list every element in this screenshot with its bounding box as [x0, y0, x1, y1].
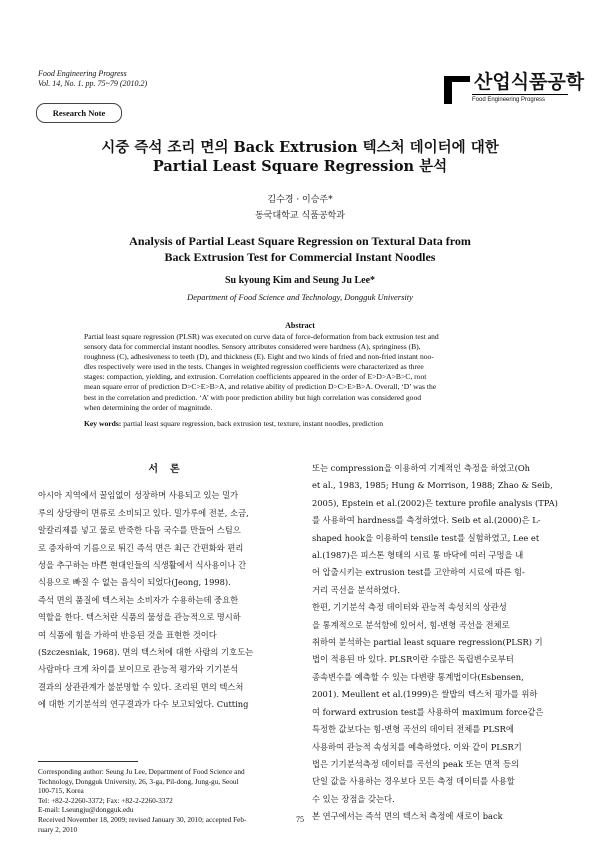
- body-text-line: 한편, 기기분석 측정 데이터와 관능적 속성치의 상관성: [312, 602, 507, 613]
- english-title-line-2: Back Extrusion Test for Commercial Instant Noodles: [164, 250, 436, 264]
- body-text-line: 거리 곡선을 분석하였다.: [312, 584, 401, 595]
- body-text-line: 법이 적용된 바 있다. PLSR이란 수많은 독립변수로부터: [312, 654, 514, 665]
- section-title: 서론: [148, 464, 192, 475]
- abstract-line: sensory data for commercial instant noodles. Sensory attributes considered were hardness (A), springiness (B),: [84, 342, 421, 352]
- logo-english-text: Food Engineering Progress: [472, 97, 546, 103]
- korean-title-line-2: Partial Least Square Regression 분석: [152, 158, 448, 175]
- body-text-line: 결과의 상관관계가 불분명할 수 있다. 조리된 면의 텍스처: [38, 681, 244, 692]
- body-text-line: 또는 compression을 이용하여 기계적인 측정을 하였고(Oh: [312, 463, 531, 473]
- english-title-line-1: Analysis of Partial Least Square Regression on Textural Data from: [129, 234, 471, 248]
- body-text-line: 여 식품에 힘을 가하여 반응된 것을 표현한 것이다: [38, 629, 217, 640]
- body-text-line: al.(1987)은 피스톤 형태의 시료 통 바닥에 여러 구멍을 내: [312, 550, 524, 561]
- body-text-line: 특정한 값보다는 힘-변형 곡선의 데이터 전체를 PLSR에: [312, 724, 514, 735]
- footnote-line: 100-715, Korea: [38, 786, 84, 796]
- journal-name: Food Engineering Progress: [38, 69, 127, 78]
- korean-authors: 김수경 · 이승주*: [267, 195, 333, 205]
- body-text-line: 역할을 한다. 텍스처란 식품의 물성을 관능적으로 명시하: [38, 612, 241, 623]
- body-text-line: 루의 상당량이 면류로 소비되고 있다. 밀가루에 전분, 소금,: [38, 507, 249, 518]
- footnote-line: Received November 18, 2009; revised January 30, 2010; accepted Feb-: [38, 814, 247, 824]
- body-text-line: et al., 1983, 1985; Hung & Morrison, 1988; Zhao & Seib,: [312, 480, 553, 491]
- body-text-line: 에 대한 기기분석의 연구결과가 다수 보고되었다. Cutting: [38, 699, 249, 710]
- body-text-line: 취하여 분석하는 partial least square regression(PLSR) 기: [312, 637, 543, 648]
- abstract-line: best in the correlation and prediction. ‘A’ with poor prediction ability but high correlation was considered good: [84, 392, 422, 402]
- left-column: [38, 470, 302, 714]
- journal-header: [38, 69, 147, 89]
- logo-mark-top: [452, 76, 470, 82]
- body-text-line: 을 통계적으로 분석함에 있어서, 힘-변형 곡선을 전체로: [312, 619, 510, 630]
- body-text-line: 법은 기기분석측정 데이터를 곡선의 peak 또는 면적 등의: [312, 758, 519, 769]
- body-text-line: 사람마다 크게 차이를 보이므로 관능적 평가와 기기분석: [38, 664, 239, 675]
- logo-mark: [444, 76, 452, 104]
- body-text-line: [38, 470, 302, 487]
- keywords: [84, 419, 524, 428]
- english-affiliation: Department of Food Science and Technology, Dongguk University: [187, 292, 413, 302]
- footnote-line: Corresponding author: Seung Ju Lee, Department of Food Science and: [38, 767, 245, 776]
- korean-title-line-1: 시중 즉석 조리 면의 Back Extrusion 텍스처 데이터에 대한: [101, 139, 499, 156]
- right-column: [312, 460, 576, 826]
- journal-volume: Vol. 14, No. 1. pp. 75~79 (2010.2): [38, 79, 148, 88]
- body-text-line: 어 압출시키는 extrusion test를 고안하여 시료에 따른 힘-: [312, 567, 525, 578]
- footnote-line: E-mail: Lseungju@dongguk.edu: [38, 805, 134, 815]
- logo-korean-text: 산업식품공학: [474, 71, 585, 93]
- footnote-rule: [38, 761, 138, 762]
- body-text-line: 단일 값을 사용하는 경우보다 모든 측정 데이터를 사용할: [312, 776, 515, 787]
- korean-affiliation: 동국대학교 식품공학과: [255, 211, 345, 221]
- body-text-line: 알칼리제를 넣고 물로 반죽한 다음 국수를 만들어 스팀으: [38, 525, 241, 536]
- abstract-line: Partial least square regression (PLSR) was executed on curve data of force-deformation from back extrusion test and: [84, 332, 439, 341]
- body-text-line: 성을 추구하는 바쁜 현대인들의 식생활에서 식사용이나 간: [38, 560, 247, 571]
- body-text-line: (Szczesniak, 1968). 면의 텍스처에 대한 사람의 기호도는: [38, 647, 254, 658]
- body-text-line: 종속변수를 예측할 수 있는 다변량 통계법이다(Esbensen,: [312, 671, 524, 682]
- body-text-line: 식용으로 빠질 수 없는 음식이 되었다(Jeong, 1998).: [38, 577, 231, 588]
- body-text-line: 로 증자하여 기름으로 튀긴 즉석 면은 최근 간편화와 편리: [38, 542, 244, 553]
- page-number: 75: [296, 815, 304, 824]
- body-text-line: 여 forward extrusion test를 사용하여 maximum force같은: [312, 706, 544, 717]
- abstract-line: stages: compaction, yielding, and extrusion. Correlation coefficients appeared in the order of E>D>A>B>C, root: [84, 372, 427, 382]
- correspondence-footnote: [38, 767, 302, 834]
- body-text-line: 2005), Epstein et al.(2002)은 texture profile analysis (TPA): [312, 497, 558, 508]
- abstract-heading: Abstract: [285, 321, 315, 330]
- footnote-line: ruary 2, 2010: [38, 824, 78, 834]
- logo-divider: [472, 94, 568, 95]
- abstract-line: when determining the order of magnitude.: [84, 402, 213, 412]
- body-text-line: 를 사용하여 hardness를 측정하였다. Seib et al.(2000)은 L-: [312, 515, 541, 526]
- abstract-body: [84, 332, 516, 413]
- keywords-label: Key words:: [84, 419, 122, 428]
- journal-logo: [444, 67, 585, 113]
- abstract-line: dles respectively were used in the tests. Changes in weighted regression coefficients were characterized as three: [84, 362, 424, 372]
- body-text-line: 사용하여 관능적 속성치를 예측하였다. 이와 같이 PLSR기: [312, 741, 522, 752]
- body-text-line: 즉석 면의 품질에 텍스처는 소비자가 수용하는데 중요한: [38, 594, 239, 605]
- body-text-line: shaped hook을 이용하여 tensile test를 실험하였고, Lee et: [312, 532, 540, 543]
- abstract-line: roughness (C), adhesiveness to teeth (D), and thickness (E). Eight and two kinds of fried and non-fried instant noo-: [84, 352, 434, 362]
- footnote-line: Technology, Dongguk University, 26, 3-ga, Pil-dong, Jung-gu, Seoul: [38, 776, 239, 786]
- body-text-line: 수 있는 장점을 갖는다.: [312, 793, 395, 804]
- research-note-badge: Research Note: [36, 103, 122, 123]
- abstract-line: mean square error of prediction D>C>E>B>A, and relative ability of prediction D>C>E>B>A. Overall, ‘D’ was the: [84, 382, 437, 392]
- body-text-line: 아시아 지역에서 꿀임없이 성장하며 사용되고 있는 밀가: [38, 490, 239, 501]
- footnote-line: Tel: +82-2-2260-3372; Fax: +82-2-2260-3372: [38, 795, 173, 805]
- keywords-text: partial least square regression, back extrusion test, texture, instant noodles, prediction: [121, 419, 384, 428]
- body-text-line: 본 연구에서는 즉석 면의 텍스처 측정에 새로이 back: [312, 811, 503, 822]
- body-text-line: 2001). Meullent et al.(1999)은 쌀밥의 텍스처 평가를 위하: [312, 689, 538, 700]
- english-authors: Su kyoung Kim and Seung Ju Lee*: [224, 275, 376, 286]
